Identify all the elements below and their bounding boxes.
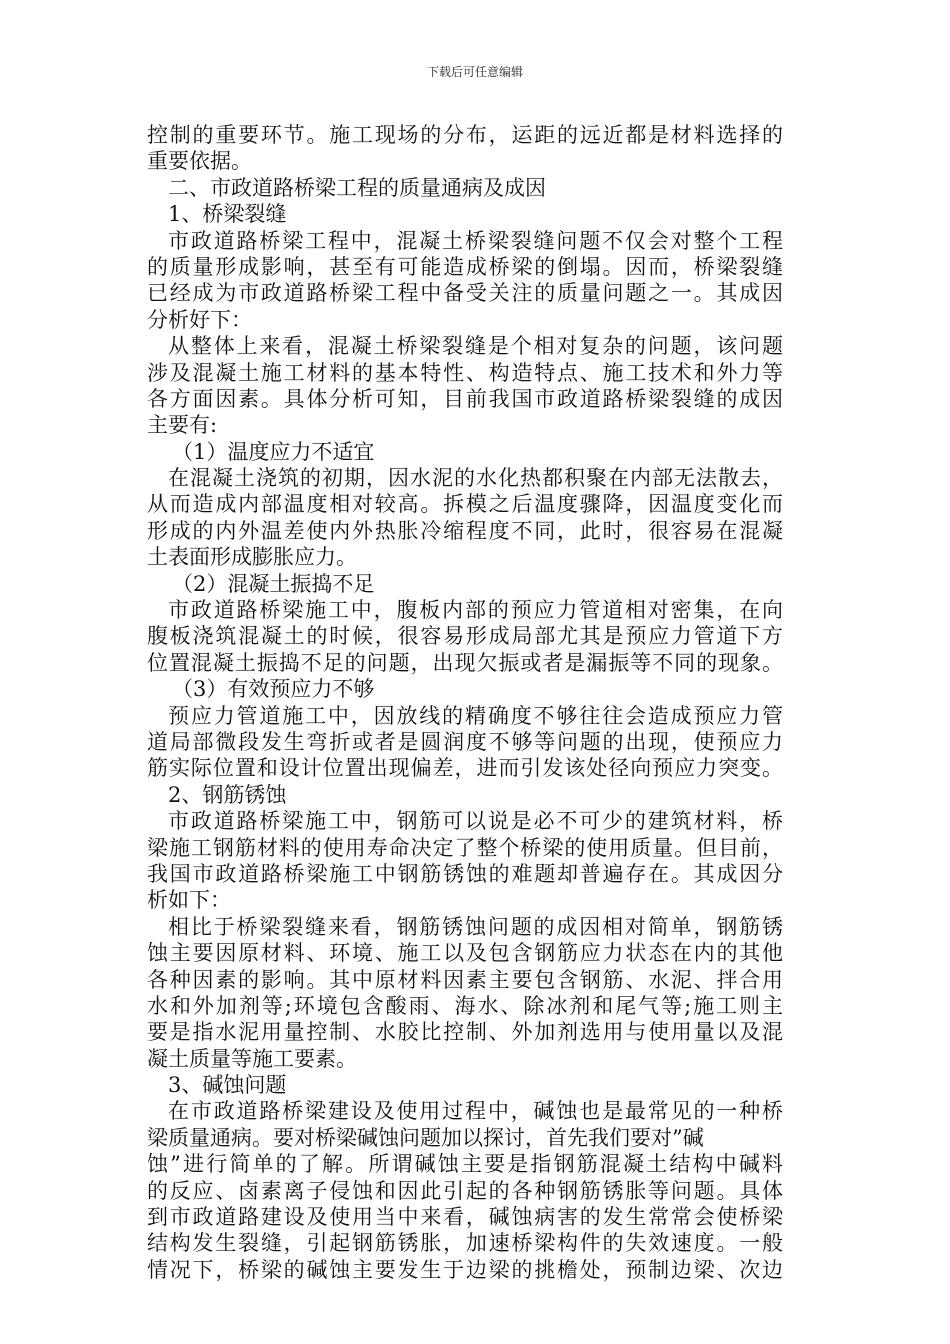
text-line: 分析好下： [147, 307, 252, 332]
text-line: 土表面形成膨胀应力。 [147, 545, 357, 570]
document-body [147, 122, 783, 1283]
text-line: 1、桥梁裂缝 [168, 202, 287, 227]
text-line: 市政道路桥梁施工中，钢筋可以说是必不可少的建筑材料，桥 [168, 809, 783, 834]
text-line: 析如下： [147, 888, 231, 913]
text-line: 梁施工钢筋材料的使用寿命决定了整个桥梁的使用质量。但目前， [147, 835, 783, 860]
text-line: 二、市政道路桥梁工程的质量通病及成因 [168, 175, 546, 200]
text-line: 重要依据。 [147, 149, 252, 174]
text-line: 市政道路桥梁施工中，腹板内部的预应力管道相对密集，在向 [168, 598, 783, 623]
text-line: 我国市政道路桥梁施工中钢筋锈蚀的难题却普遍存在。其成因分 [147, 861, 783, 886]
text-line: 主要有: [147, 413, 218, 438]
text-line: 凝土质量等施工要素。 [147, 1046, 357, 1071]
text-line: 2、钢筋锈蚀 [168, 782, 287, 807]
text-line: 位置混凝土振捣不足的问题，出现欠振或者是漏振等不同的现象。 [147, 650, 783, 675]
page-header: 下载后可任意编辑 [426, 65, 523, 79]
text-line: （3）有效预应力不够 [172, 677, 375, 702]
text-line: 市政道路桥梁工程中，混凝土桥梁裂缝问题不仅会对整个工程 [168, 228, 783, 253]
text-line: 梁质量通病。要对桥梁碱蚀问题加以探讨，首先我们要对”碱 [147, 1125, 704, 1150]
text-line: 蚀”进行简单的了解。所谓碱蚀主要是指钢筋混凝土结构中碱料 [147, 1152, 783, 1177]
text-line: 在市政道路桥梁建设及使用过程中，碱蚀也是最常见的一种桥 [168, 1099, 783, 1124]
text-line: 各方面因素。具体分析可知，目前我国市政道路桥梁裂缝的成因 [147, 386, 783, 411]
text-line: 从整体上来看，混凝土桥梁裂缝是个相对复杂的问题，该问题 [168, 334, 783, 359]
text-line: 控制的重要环节。施工现场的分布，运距的远近都是材料选择的 [147, 123, 783, 147]
text-line: 相比于桥梁裂缝来看，钢筋锈蚀问题的成因相对简单，钢筋锈 [168, 914, 783, 939]
text-line: 从而造成内部温度相对较高。拆模之后温度骤降，因温度变化而 [147, 492, 783, 517]
text-line: 结构发生裂缝，引起钢筋锈胀，加速桥梁构件的失效速度。一般 [147, 1231, 783, 1256]
text-line: 筋实际位置和设计位置出现偏差，进而引发该处径向预应力突变。 [147, 756, 783, 781]
text-line: 水和外加剂等;环境包含酸雨、海水、除冰剂和尾气等;施工则主 [147, 993, 783, 1018]
text-line: 情况下，桥梁的碱蚀主要发生于边梁的挑檐处，预制边梁、次边 [147, 1257, 783, 1282]
text-line: 各种因素的影响。其中原材料因素主要包含钢筋、水泥、拌合用 [147, 967, 783, 992]
text-line: （2）混凝土振捣不足 [172, 571, 375, 596]
text-line: 蚀主要因原材料、环境、施工以及包含钢筋应力状态在内的其他 [147, 941, 783, 966]
text-line: 形成的内外温差使内外热胀冷缩程度不同，此时，很容易在混凝 [147, 518, 783, 543]
text-line: 到市政道路建设及使用当中来看，碱蚀病害的发生常常会使桥梁 [147, 1205, 783, 1230]
text-line: 涉及混凝土施工材料的基本特性、构造特点、施工技术和外力等 [147, 360, 783, 385]
text-line: 腹板浇筑混凝土的时候，很容易形成局部尤其是预应力管道下方 [147, 624, 783, 649]
text-line: 的质量形成影响，甚至有可能造成桥梁的倒塌。因而，桥梁裂缝 [147, 254, 783, 279]
text-line: 要是指水泥用量控制、水胶比控制、外加剂选用与使用量以及混 [147, 1020, 783, 1045]
text-line: 预应力管道施工中，因放线的精确度不够往往会造成预应力管 [168, 703, 783, 728]
text-line: 道局部微段发生弯折或者是圆润度不够等问题的出现，使预应力 [147, 729, 783, 754]
text-line: 的反应、卤素离子侵蚀和因此引起的各种钢筋锈胀等问题。具体 [147, 1178, 783, 1203]
text-line: 已经成为市政道路桥梁工程中备受关注的质量问题之一。其成因 [147, 281, 783, 306]
text-line: （1）温度应力不适宜 [172, 439, 375, 464]
text-line: 在混凝土浇筑的初期，因水泥的水化热都积聚在内部无法散去， [168, 466, 783, 491]
text-line: 3、碱蚀问题 [168, 1073, 287, 1098]
